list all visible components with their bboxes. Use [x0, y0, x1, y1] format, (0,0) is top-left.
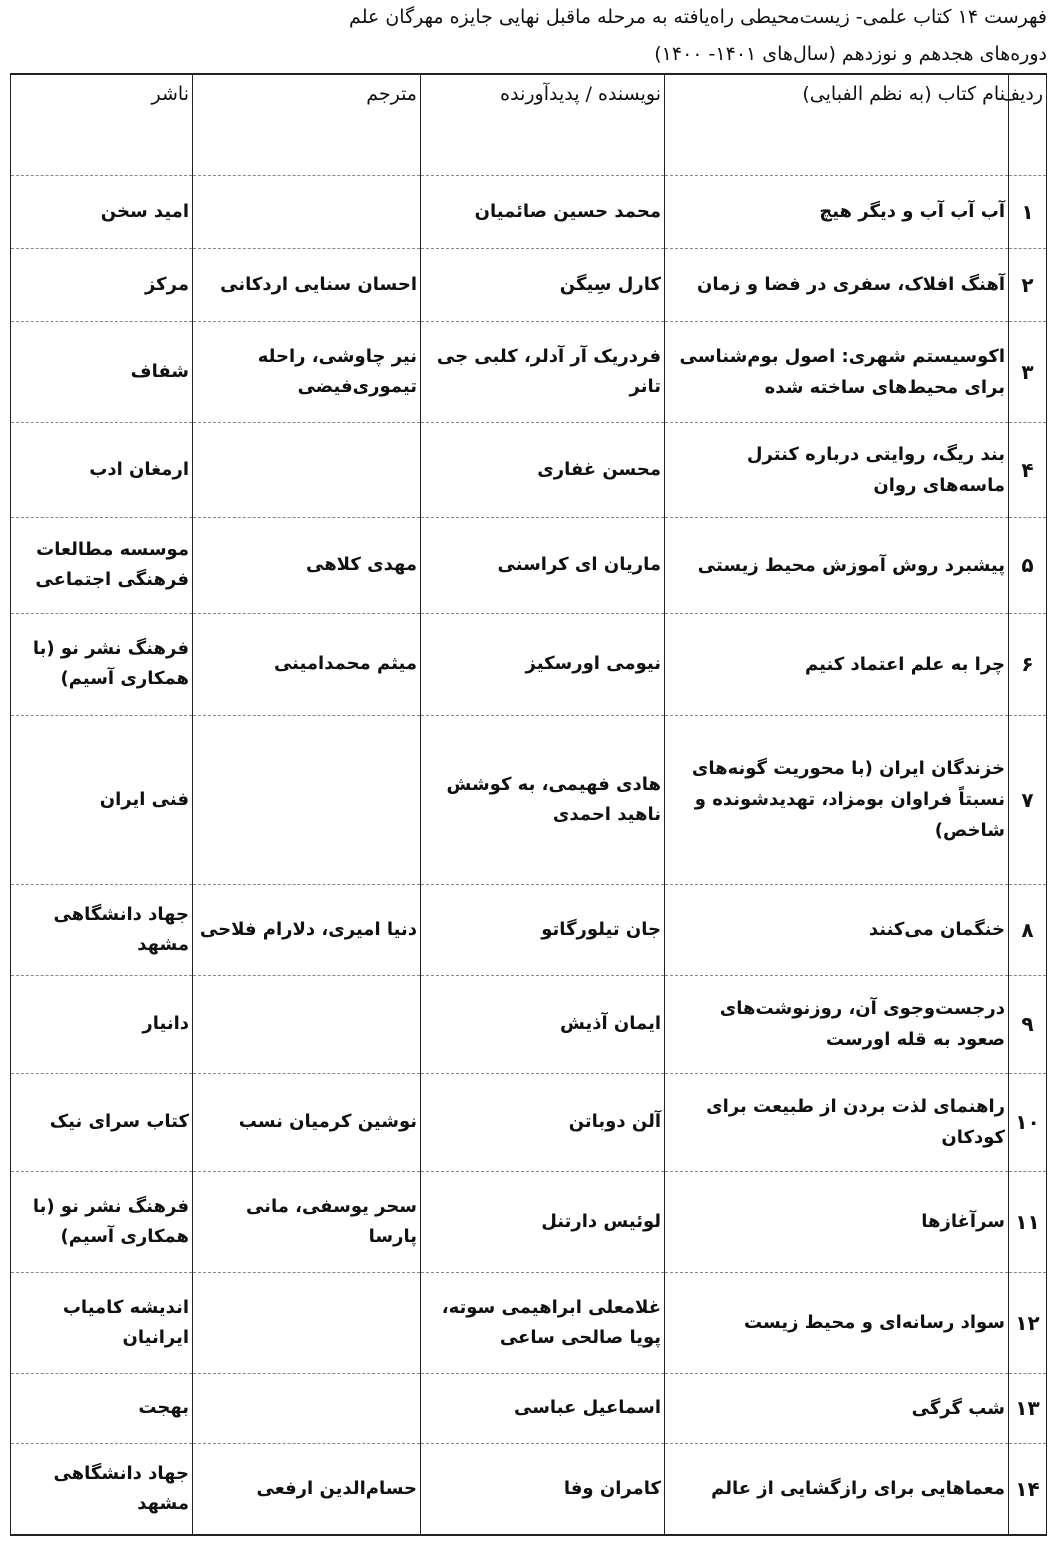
cell-translator [193, 1373, 421, 1443]
cell-book-title: درجست‌وجوی آن، روزنوشت‌های صعود به قله اورست [665, 975, 1009, 1073]
cell-translator [193, 422, 421, 517]
table-row [11, 517, 1047, 613]
cell-book-title: معماهایی برای رازگشایی از عالم [665, 1443, 1009, 1535]
cell-author: ماریان ای کراسنی [421, 517, 665, 613]
cell-author: جان تیلورگاتو [421, 884, 665, 975]
column-header-row-number: ردیف [1009, 74, 1047, 175]
header-row [11, 74, 1047, 175]
column-header-author: نویسنده / پدیدآورنده [421, 74, 665, 175]
cell-author: هادی فهیمی، به کوشش ناهید احمدی [421, 715, 665, 884]
table-row [11, 975, 1047, 1073]
table-row [11, 1171, 1047, 1272]
cell-publisher: مرکز [11, 248, 193, 321]
column-header-translator: مترجم [193, 74, 421, 175]
cell-row-number: ۱ [1009, 175, 1047, 248]
table-row [11, 422, 1047, 517]
cell-publisher: امید سخن [11, 175, 193, 248]
cell-translator [193, 715, 421, 884]
cell-row-number: ۱۳ [1009, 1373, 1047, 1443]
table-row [11, 1373, 1047, 1443]
cell-row-number: ۳ [1009, 321, 1047, 422]
table-row [11, 715, 1047, 884]
cell-translator: مهدی کلاهی [193, 517, 421, 613]
cell-publisher: فرهنگ نشر نو (با همکاری آسیم) [11, 1171, 193, 1272]
cell-book-title: خنگمان می‌کنند [665, 884, 1009, 975]
document-title-line-1: فهرست ۱۴ کتاب علمی- زیست‌محیطی راه‌یافته به مرحله ماقبل نهایی جایزه مهرگان علم [349, 6, 1047, 28]
cell-book-title: راهنمای لذت بردن از طبیعت برای کودکان [665, 1073, 1009, 1171]
cell-translator: سحر یوسفی، مانی پارسا [193, 1171, 421, 1272]
cell-publisher: اندیشه کامیاب ایرانیان [11, 1272, 193, 1373]
cell-author: اسماعیل عباسی [421, 1373, 665, 1443]
table-row [11, 1443, 1047, 1535]
cell-row-number: ۶ [1009, 613, 1047, 715]
table-row [11, 1073, 1047, 1171]
cell-publisher: ارمغان ادب [11, 422, 193, 517]
table-row [11, 613, 1047, 715]
cell-translator [193, 175, 421, 248]
cell-book-title: آهنگ افلاک، سفری در فضا و زمان [665, 248, 1009, 321]
cell-author: محسن غفاری [421, 422, 665, 517]
table-row [11, 248, 1047, 321]
cell-row-number: ۱۴ [1009, 1443, 1047, 1535]
cell-translator: نوشین کرمیان نسب [193, 1073, 421, 1171]
cell-publisher: شفاف [11, 321, 193, 422]
cell-row-number: ۲ [1009, 248, 1047, 321]
table-row [11, 1272, 1047, 1373]
cell-author: نیومی اورسکیز [421, 613, 665, 715]
cell-translator: دنیا امیری، دلارام فلاحی [193, 884, 421, 975]
cell-row-number: ۹ [1009, 975, 1047, 1073]
cell-author: آلن دوباتن [421, 1073, 665, 1171]
cell-publisher: موسسه مطالعات فرهنگی اجتماعی [11, 517, 193, 613]
cell-author: لوئیس دارتنل [421, 1171, 665, 1272]
cell-publisher: جهاد دانشگاهی مشهد [11, 884, 193, 975]
column-header-publisher: ناشر [11, 74, 193, 175]
cell-book-title: خزندگان ایران (با محوریت گونه‌های نسبتاً فراوان بومزاد، تهدیدشونده و شاخص) [665, 715, 1009, 884]
table-row [11, 321, 1047, 422]
cell-translator: احسان سنایی اردکانی [193, 248, 421, 321]
cell-publisher: جهاد دانشگاهی مشهد [11, 1443, 193, 1535]
cell-publisher: کتاب سرای نیک [11, 1073, 193, 1171]
cell-publisher: بهجت [11, 1373, 193, 1443]
cell-book-title: آب آب آب و دیگر هیچ [665, 175, 1009, 248]
cell-book-title: شب گرگی [665, 1373, 1009, 1443]
cell-publisher: فنی ایران [11, 715, 193, 884]
cell-author: فردریک آر آدلر، کلبی جی تانر [421, 321, 665, 422]
cell-author: کارل سِیگن [421, 248, 665, 321]
table-row [11, 884, 1047, 975]
books-table-body [11, 74, 1047, 1535]
cell-book-title: بند ریگ، روایتی درباره کنترل ماسه‌های روان [665, 422, 1009, 517]
cell-row-number: ۱۲ [1009, 1272, 1047, 1373]
cell-book-title: چرا به علم اعتماد کنیم [665, 613, 1009, 715]
cell-translator: حسام‌الدین ارفعی [193, 1443, 421, 1535]
books-table [10, 73, 1047, 1536]
cell-book-title: پیشبرد روش آموزش محیط زیستی [665, 517, 1009, 613]
cell-row-number: ۷ [1009, 715, 1047, 884]
cell-row-number: ۵ [1009, 517, 1047, 613]
cell-translator [193, 1272, 421, 1373]
cell-book-title: سواد رسانه‌ای و محیط زیست [665, 1272, 1009, 1373]
document-title-line-2: دوره‌های هجدهم و نوزدهم (سال‌های ۱۴۰۱- ۱۴۰۰) [654, 43, 1047, 65]
cell-translator: میثم محمدامینی [193, 613, 421, 715]
table-row [11, 175, 1047, 248]
cell-book-title: سرآغازها [665, 1171, 1009, 1272]
cell-translator: نیر چاوشی، راحله تیموری‌فیضی [193, 321, 421, 422]
cell-row-number: ۴ [1009, 422, 1047, 517]
cell-row-number: ۸ [1009, 884, 1047, 975]
cell-translator [193, 975, 421, 1073]
cell-author: غلامعلی ابراهیمی سوته، پویا صالحی ساعی [421, 1272, 665, 1373]
cell-row-number: ۱۱ [1009, 1171, 1047, 1272]
cell-publisher: فرهنگ نشر نو (با همکاری آسیم) [11, 613, 193, 715]
column-header-book-title: نام کتاب (به نظم الفبایی) [665, 74, 1009, 175]
cell-row-number: ۱۰ [1009, 1073, 1047, 1171]
cell-author: ایمان آذیش [421, 975, 665, 1073]
cell-book-title: اکوسیستم شهری: اصول بوم‌شناسی برای محیط‌های ساخته شده [665, 321, 1009, 422]
cell-publisher: دانیار [11, 975, 193, 1073]
cell-author: محمد حسین صائمیان [421, 175, 665, 248]
cell-author: کامران وفا [421, 1443, 665, 1535]
